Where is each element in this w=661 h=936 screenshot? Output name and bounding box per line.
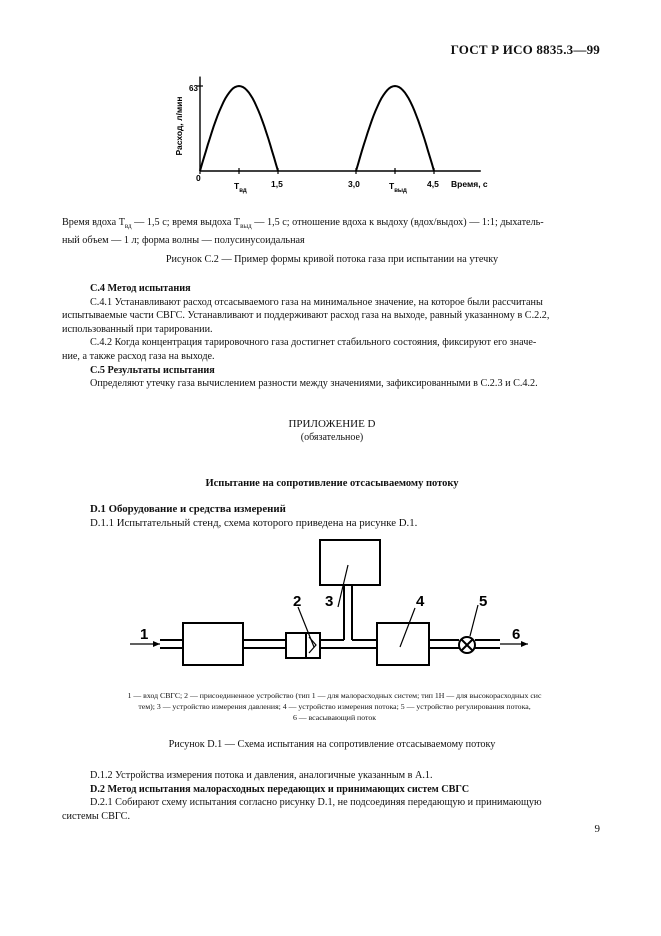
c5-text: Определяют утечку газа вычислением разности между значениями, зафиксированными в С.2.3 и С.4.2. — [90, 378, 538, 390]
origin-label: 0 — [196, 173, 201, 183]
document-code: ГОСТ Р ИСО 8835.3—99 — [450, 42, 600, 57]
figure-note-text-2: — 1,5 с; время выдоха Т — [131, 217, 241, 228]
appendix-title: ПРИЛОЖЕНИЕ D — [288, 418, 376, 430]
arrow-heads — [153, 641, 528, 647]
figure-note — [62, 216, 602, 247]
d11-text: D.1.1 Испытательный стенд, схема которого приведена на рисунке D.1. — [90, 516, 418, 529]
y-axis-label: Расход, л/мин — [174, 96, 184, 156]
c42-line-2: ние, а также расход газа на выходе. — [62, 350, 215, 362]
section-c4-c5 — [62, 282, 602, 391]
legend-line-2: тем); 3 — устройство измерения давления; 4 — устройство измерения потока; 5 — устройство регулирования потока, — [138, 702, 531, 711]
label-2: 2 — [293, 593, 302, 610]
c41-line-1: С.4.1 Устанавливают расход отсасываемого газа на минимальное значение, на которое были рассчитаны — [90, 296, 543, 308]
figure-note-sub-vyd: выд — [240, 222, 252, 231]
flow-valve-icon — [459, 637, 475, 653]
label-4: 4 — [416, 593, 425, 610]
d2-title: D.2 Метод испытания малорасходных передающих и принимающих систем СВГС — [90, 783, 470, 795]
c41-line-2: испытываемые части СВГС. Устанавливают и поддерживают расход газа на выходе, равный указанному в С.2.2, — [62, 310, 550, 322]
chart-series — [200, 86, 434, 171]
c4-title: С.4 Метод испытания — [90, 283, 191, 294]
label-3: 3 — [325, 593, 334, 610]
page-number: 9 — [594, 823, 600, 835]
tick-label-t-inhale: $Т_{вд}$ — [234, 181, 247, 194]
figure-note-text-3: — 1,5 с; отношение вдоха к выдоху (вдох/выдох) — 1:1; дыхатель- — [251, 217, 544, 228]
c5-title: С.5 Результаты испытания — [90, 364, 215, 376]
flow-device-box — [377, 623, 429, 665]
tick-label-t-exhale: $Т_{выд}$ — [389, 181, 407, 194]
tick-label-4-5: 4,5 — [427, 179, 439, 189]
section-d1 — [62, 503, 602, 530]
pressure-device-box — [320, 540, 380, 585]
figure-note-text-4: ный объем — 1 л; форма волны — полусинусоидальная — [62, 234, 305, 246]
d21-line-2: системы СВГС. — [62, 810, 130, 822]
d1-title: D.1 Оборудование и средства измерений — [90, 503, 286, 515]
diagram-legend — [62, 690, 607, 723]
label-6: 6 — [512, 626, 521, 643]
tick-label-1-5: 1,5 — [271, 179, 283, 189]
figure-d1-caption: Рисунок D.1 — Схема испытания на сопротивление отсасываемому потоку — [168, 739, 496, 750]
figure-note-text-1: Время вдоха Т — [62, 217, 125, 228]
legend-line-1: 1 — вход СВГС; 2 — присоединенное устройство (тип 1 — для малорасходных систем; тип 1Н — для высокорасходных сис — [127, 691, 542, 700]
series-line-inhale — [200, 86, 278, 171]
label-1: 1 — [140, 626, 149, 643]
section-d2 — [62, 769, 607, 823]
tick-label-3-0: 3,0 — [348, 179, 360, 189]
legend-line-3: 6 — всасывающий поток — [292, 713, 377, 722]
flow-curve-chart — [170, 58, 510, 198]
c41-line-3: использованный при тарировании. — [62, 323, 213, 335]
d12-text: D.1.2 Устройства измерения потока и давления, аналогичные указанным в А.1. — [90, 770, 433, 781]
y-max-label: 63 — [189, 84, 198, 93]
appendix-heading — [62, 418, 602, 444]
appendix-status: (обязательное) — [300, 432, 364, 443]
c42-line-1: С.4.2 Когда концентрация тарировочного газа достигнет стабильного состояния, фиксируют его значе- — [90, 337, 537, 349]
section-title: Испытание на сопротивление отсасываемому потоку — [205, 478, 459, 489]
chart-axes — [197, 77, 481, 174]
inlet-box — [183, 623, 243, 665]
test-scheme-diagram — [120, 535, 540, 685]
label-5: 5 — [479, 593, 488, 610]
x-axis-label: Время, с — [451, 179, 488, 189]
figure-note-sub-vd: вд — [124, 222, 132, 231]
series-line-exhale — [356, 86, 434, 171]
d21-line-1: D.2.1 Собирают схему испытания согласно рисунку D.1, не подсоединяя передающую и принимающую — [90, 797, 542, 809]
figure-c2-caption: Рисунок С.2 — Пример формы кривой потока газа при испытании на утечку — [165, 254, 499, 265]
